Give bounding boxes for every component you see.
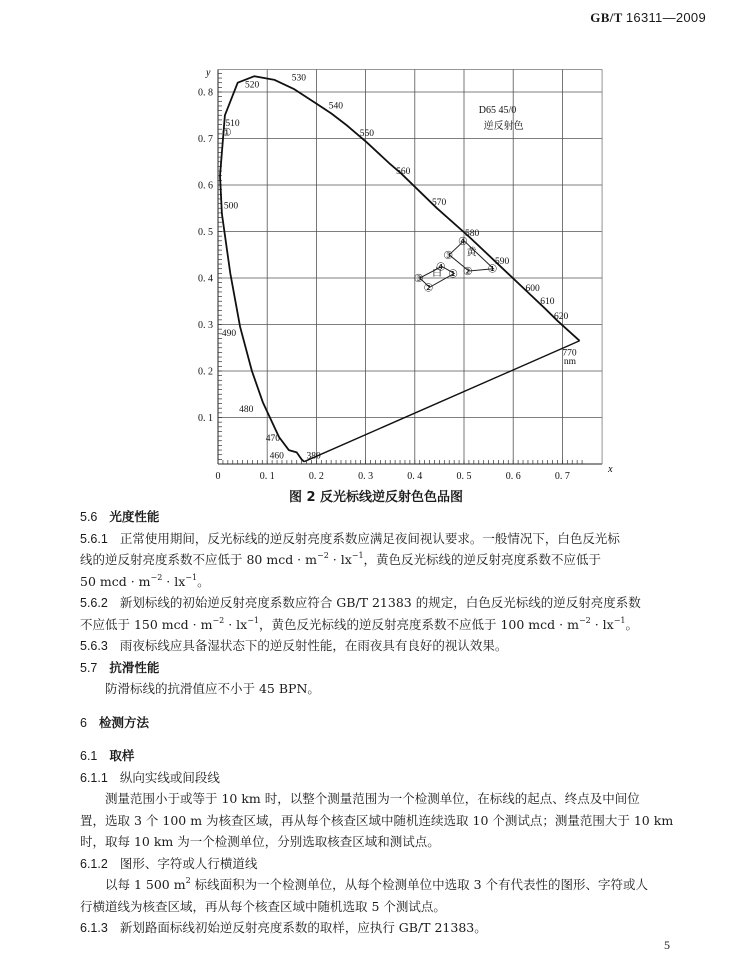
- x-tick-label: 0. 5: [456, 471, 472, 482]
- region-point-label: ④: [435, 261, 446, 274]
- x-tick-label: 0. 3: [358, 471, 374, 482]
- x-tick-label: 0. 7: [554, 471, 570, 482]
- paragraph-5-6-1-line2: 线的逆反射亮度系数不应低于 80 mcd · $m^{-2} \cdot lx^{-1}$，黄色反光标线的逆反射亮度系数不应低于: [80, 551, 602, 567]
- wavelength-label: 550: [359, 129, 374, 140]
- y-tick-label: 0. 5: [198, 227, 213, 238]
- wavelength-label: 580: [464, 229, 480, 240]
- wavelength-label: 460: [269, 451, 284, 462]
- paragraph-5-6-3: 5.6.3 雨夜标线应具备湿状态下的逆反射性能，在雨夜具有良好的视认效果。: [80, 638, 508, 653]
- wavelength-label: 500: [223, 201, 239, 212]
- wavelength-label: 480: [239, 404, 254, 415]
- standard-code: [590, 10, 706, 26]
- purple-line: [304, 341, 580, 462]
- paragraph-5-7: 防滑标线的抗滑值应不小于 45 BPN。: [105, 681, 320, 696]
- x-tick-label: 0. 1: [259, 471, 275, 482]
- wavelength-label: 610: [540, 297, 555, 308]
- legend-description: 逆反射色: [483, 121, 524, 133]
- region-point-label: ③: [443, 249, 454, 262]
- y-axis-label: y: [206, 67, 211, 79]
- wavelength-label: 620: [554, 311, 569, 322]
- paragraph-6-1-1-line2: 置，选取 3 个 100 m 为核查区域，再从每个核查区域中随机连续选取 10 个测试点；测量范围大于 10 km: [80, 812, 674, 828]
- standard-prefix: GB/T: [590, 10, 623, 25]
- y-tick-label: 0. 3: [198, 320, 213, 331]
- paragraph-6-1-1-line1: 测量范围小于或等于 10 km 时，以整个测量范围为一个检测单位，在标线的起点、终点及中间位: [105, 791, 640, 806]
- paragraph-6-1-1-line3: 时，取每 10 km 为一个检测单位，分别选取核查区域和测试点。: [80, 834, 440, 849]
- region-point-label: ①: [448, 268, 459, 281]
- region-point-label: ③: [413, 273, 424, 285]
- region-name: 黄: [466, 247, 477, 259]
- body-text: [80, 506, 683, 939]
- section-6-1-1-heading: 6.1.1 纵向实线或间段线: [80, 769, 220, 785]
- section-5-7-heading: 5.7 抗滑性能: [80, 659, 160, 675]
- paragraph-6-1-3: 6.1.3 新划路面标线初始逆反射亮度系数的取样，应执行 GB/T 21383。: [80, 920, 487, 935]
- chart-legend: [479, 105, 524, 132]
- spectral-locus: [220, 76, 580, 462]
- paragraph-6-1-2-line2: 行横道线为核查区域，再从每个核查区域中随机选取 5 个测试点。: [80, 898, 446, 914]
- wavelength-label: 770: [562, 348, 577, 359]
- y-tick-label: 0. 8: [198, 87, 213, 99]
- x-tick-label: 0. 4: [407, 471, 423, 482]
- section-5-6-heading: 5.6 光度性能: [80, 509, 160, 524]
- region-point-label: ②: [462, 266, 473, 279]
- x-tick-label: 0: [215, 471, 221, 482]
- x-tick-label: 0. 6: [505, 471, 521, 482]
- wavelength-label: nm: [563, 357, 577, 368]
- wavelength-label: 600: [525, 284, 540, 295]
- wavelength-label: 570: [432, 197, 447, 208]
- region-white: [414, 261, 458, 294]
- chart-axes: [198, 67, 613, 482]
- chart-grid: [218, 69, 602, 464]
- wavelength-label: 530: [291, 73, 307, 84]
- wavelength-label: 470: [265, 433, 280, 444]
- wavelength-label: 510: [225, 118, 240, 129]
- spectral-locus-curve: [220, 76, 580, 462]
- paragraph-6-1-2-line1: 以每 1 500 $m^2$ 标线面积为一个检测单位，从每个检测单位中选取 3 个有代表性的图形、字符或人: [105, 876, 649, 892]
- section-6-1-heading: 6.1 取样: [80, 748, 135, 763]
- paragraph-5-6-1-line1: 5.6.1 正常使用期间，反光标线的逆反射亮度系数应满足夜间视认要求。一般情况下，白色反光标: [80, 530, 620, 546]
- y-tick-label: 0. 4: [198, 273, 213, 285]
- wavelength-label: 540: [328, 101, 343, 112]
- section-6-1-2-heading: 6.1.2 图形、字符或人行横道线: [80, 855, 258, 871]
- color-regions: [414, 236, 498, 294]
- section-6-heading: 6 检测方法: [80, 714, 149, 730]
- wavelength-label: 560: [396, 166, 411, 177]
- paragraph-5-6-2-line1: 5.6.2 新划标线的初始逆反射亮度系数应符合 GB/T 21383 的规定，白色反光标线的逆反射亮度系数: [80, 595, 641, 610]
- y-tick-label: 0. 7: [198, 134, 213, 145]
- wavelength-label: 380: [306, 451, 321, 462]
- region-name: 白: [432, 268, 443, 280]
- x-tick-label: 0. 2: [308, 471, 324, 482]
- wavelength-label: 520: [245, 80, 260, 91]
- y-tick-label: 0. 6: [198, 180, 213, 192]
- y-tick-label: 0. 2: [198, 366, 213, 378]
- page-number: 5: [664, 938, 670, 952]
- region-point-label: ④: [458, 235, 468, 248]
- y-tick-label: 0. 1: [198, 413, 213, 424]
- x-axis-label: x: [608, 464, 613, 475]
- region-point-label: ①: [487, 263, 498, 276]
- point-marker-510: ①: [221, 127, 232, 140]
- standard-number: 16311—2009: [625, 10, 706, 25]
- wavelength-label: 590: [494, 257, 510, 268]
- region-point-label: ②: [423, 282, 434, 295]
- paragraph-5-6-1-line3: 50 mcd · $m^{-2} \cdot lx^{-1}$。: [80, 572, 210, 589]
- figure-caption: 图 2 反光标线逆反射色色品图: [288, 490, 464, 505]
- legend-illuminant: D65 45/0: [478, 104, 517, 116]
- wavelength-label: 490: [221, 329, 237, 340]
- paragraph-5-6-2-line2: 不应低于 150 mcd · $m^{-2} \cdot lx^{-1}$，黄色反光标线的逆反射亮度系数不应低于 100 mcd · $m^{-2} \cdot lx^{-1}$。: [80, 615, 639, 632]
- chromaticity-chart: [190, 58, 613, 483]
